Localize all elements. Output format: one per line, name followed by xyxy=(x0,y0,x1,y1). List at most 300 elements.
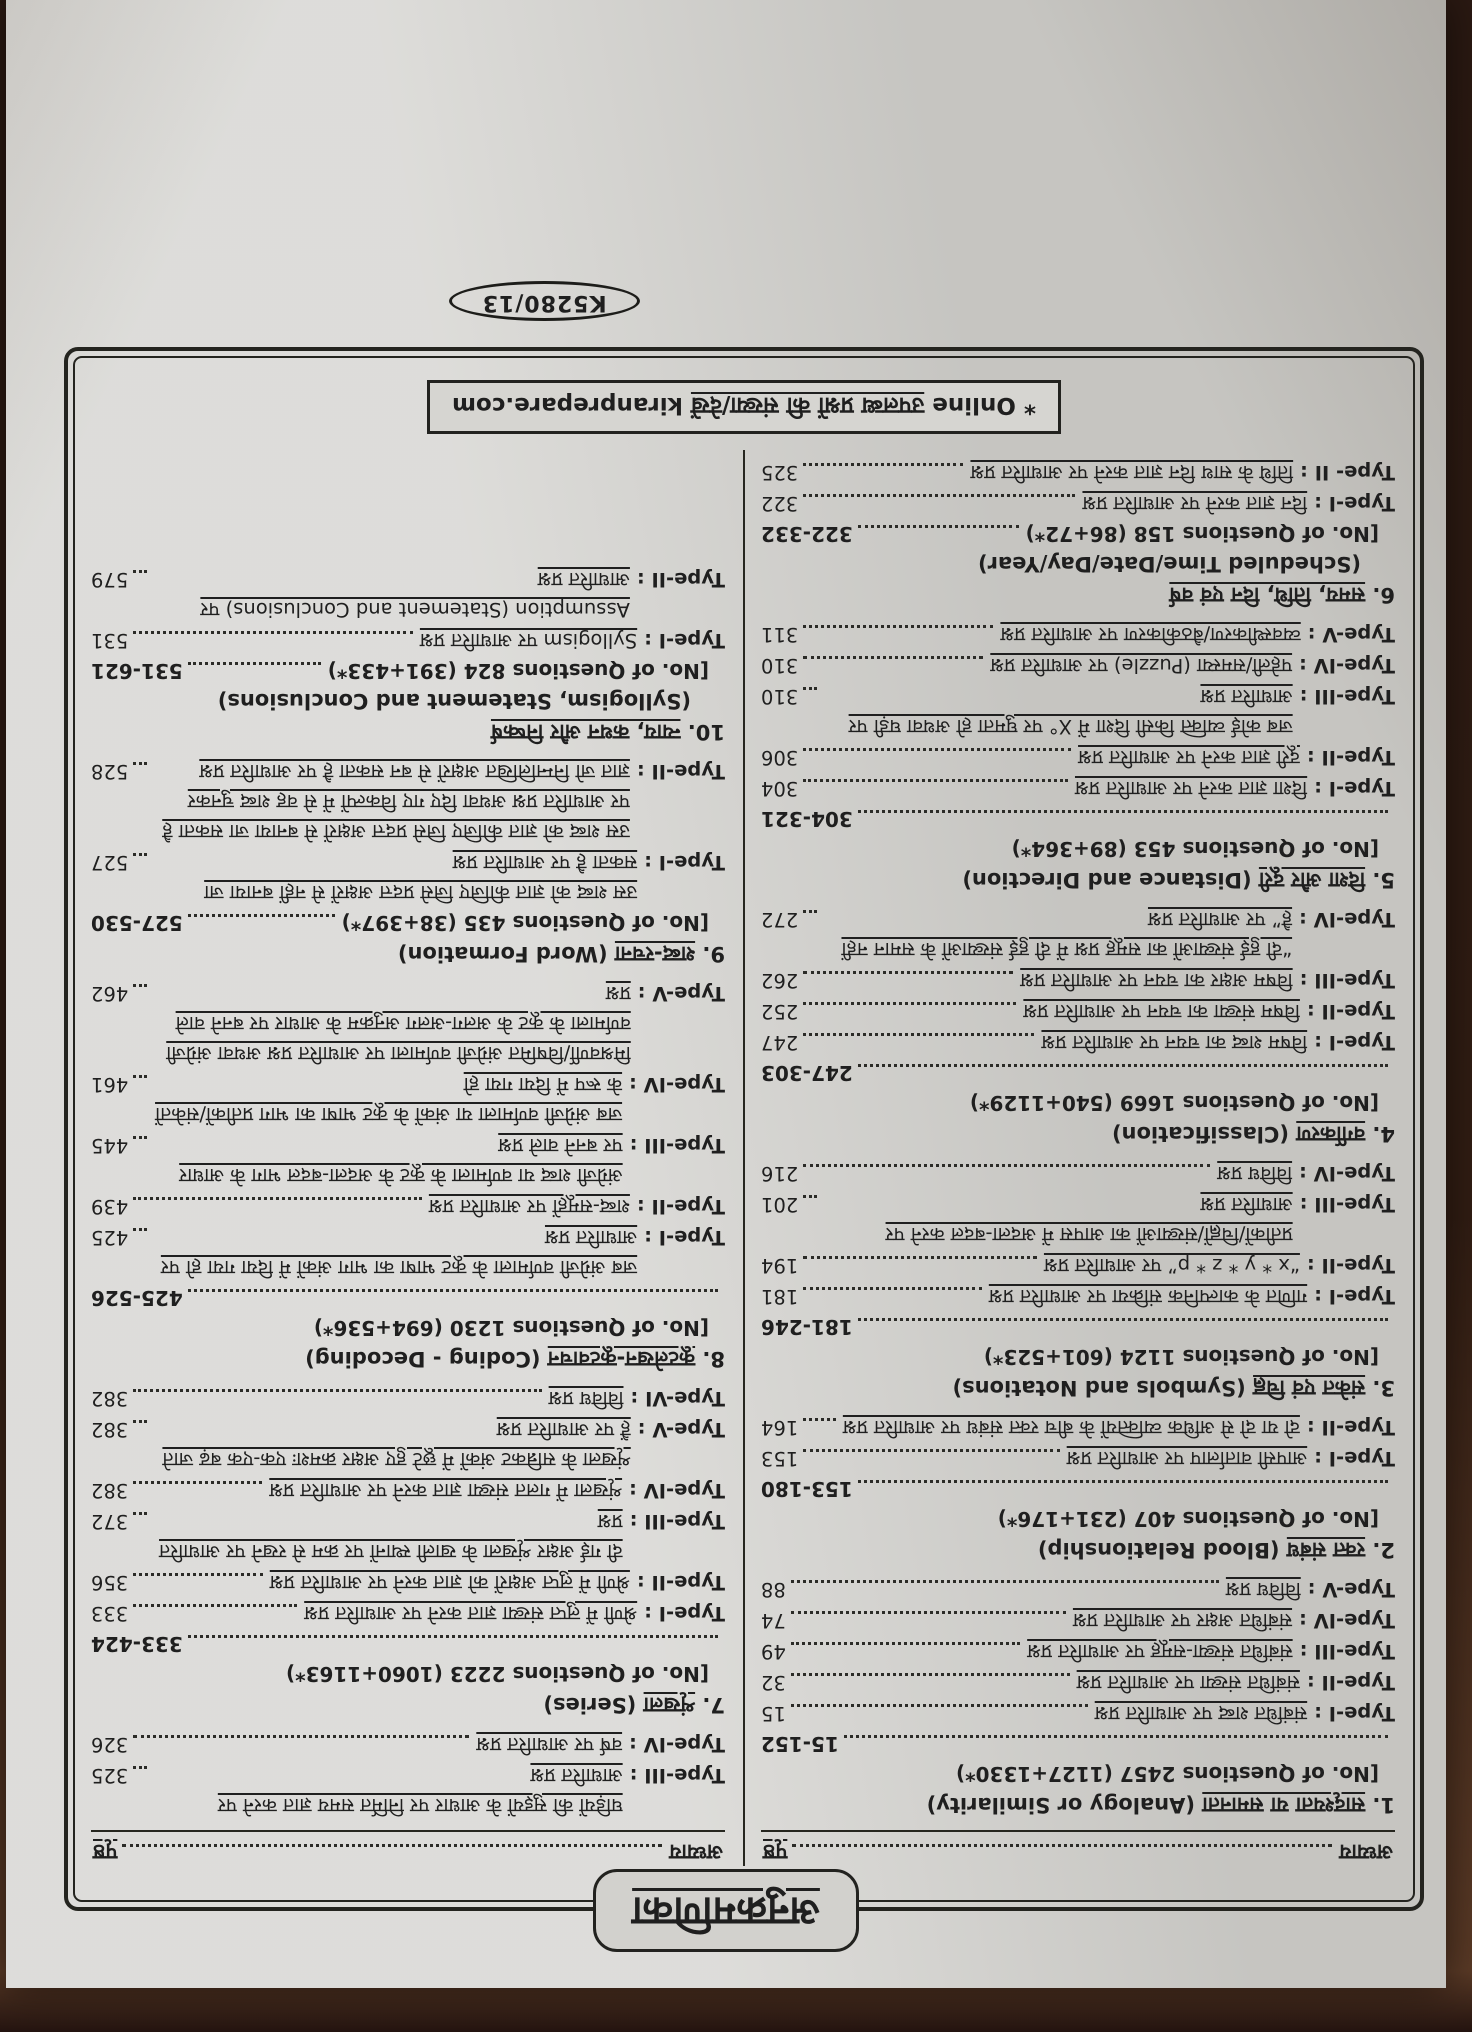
type-text: विषम अक्षर का चयन पर आधारित प्रश्न xyxy=(1020,969,1293,992)
page-number: 425 xyxy=(91,1226,129,1249)
chapter-title-hindi: रक्त संबंध xyxy=(1286,1538,1366,1562)
chapter-number: 1. xyxy=(1365,1793,1395,1817)
dotted-leader xyxy=(803,494,1075,497)
dotted-leader xyxy=(858,1318,1388,1321)
chapter-title-english: (Analogy or Similarity) xyxy=(926,1793,1203,1817)
chapter-page-range: 322-332 xyxy=(761,522,853,546)
chapter-block xyxy=(91,564,725,747)
type-label: Type-II : xyxy=(1306,1671,1395,1694)
page-number: 527 xyxy=(91,851,129,874)
type-text: Assumption (Statement and Conclusions) पर आधारित प्रश्न xyxy=(200,568,630,621)
dotted-leader xyxy=(844,1735,1388,1738)
chapter-range-row xyxy=(761,1474,1395,1504)
type-label: Type-III : xyxy=(1299,969,1395,992)
type-text: पहेली/समस्या (Puzzle) पर आधारित प्रश्न xyxy=(990,654,1293,677)
chapter-heading xyxy=(761,1789,1395,1820)
question-count-text: [No. of Questions 824 (391+433*) xyxy=(327,659,709,683)
online-note-site: kiranprepare.com xyxy=(452,392,683,418)
toc-type-row xyxy=(91,1069,725,1129)
toc-type-row xyxy=(761,1574,1395,1604)
type-text: जब अंग्रेजी वर्णमाला के कूट भाषा का भाग अंकों में दिया गया हो पर आधारित प्रश्न xyxy=(160,1226,638,1279)
dotted-leader xyxy=(791,1704,1088,1707)
page-number: 252 xyxy=(761,1000,799,1023)
chapter-title-english: (Scheduled Time/Date/Day/Year) xyxy=(978,552,1361,576)
type-label: Type-I : xyxy=(644,1226,725,1249)
page-number: 579 xyxy=(91,568,129,591)
type-text: शृंखला में गलत संख्या ज्ञात करने पर आधारित प्रश्न xyxy=(269,1479,623,1502)
type-label: Type-III : xyxy=(1299,685,1395,708)
toc-type-row xyxy=(761,996,1395,1026)
toc-type-row xyxy=(91,1567,725,1597)
type-label: Type-I : xyxy=(1314,1702,1395,1725)
page-number: 326 xyxy=(91,1733,129,1756)
type-label: Type-III : xyxy=(1299,1193,1395,1216)
print-code: K5280/13 xyxy=(449,281,640,321)
type-label: Type-I : xyxy=(1314,1031,1395,1054)
chapter-question-count xyxy=(761,1088,1395,1118)
type-label: Type-V : xyxy=(1307,1578,1395,1601)
dotted-leader xyxy=(133,1573,263,1576)
chapter-number: 9. xyxy=(695,942,725,966)
toc-type-row xyxy=(761,681,1395,741)
chapter-page-range: 531-621 xyxy=(91,659,183,683)
chapter-heading xyxy=(761,864,1395,895)
chapter-title-english: (Series) xyxy=(543,1693,644,1717)
chapter-block xyxy=(91,978,725,1374)
chapter-block xyxy=(761,1158,1395,1403)
dotted-leader xyxy=(133,1766,147,1769)
chapter-title-hindi: कूटलेखन-कूटवाचन xyxy=(547,1347,696,1371)
page-number: 325 xyxy=(761,461,799,484)
chapter-page-range: 247-303 xyxy=(761,1061,853,1085)
chapter-heading xyxy=(761,1534,1395,1565)
dotted-leader xyxy=(133,1389,541,1392)
chapter-block xyxy=(761,904,1395,1149)
type-label: Type-VI : xyxy=(630,1387,725,1410)
toc-type-row xyxy=(91,1130,725,1190)
page-number: 88 xyxy=(761,1578,786,1601)
chapter-question-count xyxy=(91,1659,725,1689)
chapter-block xyxy=(761,1412,1395,1565)
toc-type-row xyxy=(761,619,1395,649)
chapter-number: 10. xyxy=(680,720,725,744)
toc-type-row xyxy=(91,1222,725,1282)
toc-type-row xyxy=(91,1598,725,1628)
toc-type-row xyxy=(761,1281,1395,1311)
type-label: Type-II : xyxy=(1306,746,1395,769)
page-number: 439 xyxy=(91,1195,129,1218)
type-text: दूरी ज्ञात करने पर आधारित प्रश्न xyxy=(1078,746,1300,769)
toc-type-row xyxy=(761,742,1395,772)
dotted-leader xyxy=(858,810,1388,813)
chapter-question-count xyxy=(91,908,725,938)
type-label: Type-IV : xyxy=(1299,908,1395,931)
page-number: 322 xyxy=(761,492,799,515)
dotted-leader xyxy=(133,1735,469,1738)
toc-type-row xyxy=(91,625,725,655)
chapter-title-hindi: न्याय, कथन और निष्कर्ष xyxy=(490,720,681,744)
toc-type-row xyxy=(91,978,725,1068)
page-number: 262 xyxy=(761,969,799,992)
chapter-heading xyxy=(91,938,725,969)
dotted-leader xyxy=(803,779,1068,782)
page-number: 382 xyxy=(91,1479,129,1502)
toc-type-row xyxy=(761,1698,1395,1728)
type-label: Type-II : xyxy=(636,760,725,783)
toc-type-row xyxy=(91,1729,725,1759)
chapter-question-count xyxy=(761,834,1395,864)
toc-type-row xyxy=(91,756,725,846)
type-text: अंग्रेजी शब्द या वर्णमाला के कूट के अदला-बदल भाग के आधार पर बनने वाले प्रश्न xyxy=(179,1134,623,1187)
page-number: 247 xyxy=(761,1031,799,1054)
dotted-leader xyxy=(791,1673,1070,1676)
paper xyxy=(6,0,1446,1988)
toc-type-row xyxy=(761,488,1395,518)
type-text: विविध प्रश्न xyxy=(1217,1162,1293,1185)
type-text: उस शब्द को ज्ञात कीजिए जिसे प्रदत्त अक्षरों से नहीं बनाया जा सकता है पर आधारित प्रश्न xyxy=(204,851,638,904)
dotted-leader xyxy=(188,1635,718,1638)
dotted-leader xyxy=(133,631,413,634)
page-number: 304 xyxy=(761,777,799,800)
toc-type-row xyxy=(761,1636,1395,1666)
chapter-question-count xyxy=(91,656,725,686)
toc-type-row xyxy=(761,1412,1395,1442)
dotted-leader xyxy=(133,762,147,765)
type-text: घड़ियों की सुइयों के आधार पर निर्मित समय ज्ञात करने पर आधारित प्रश्न xyxy=(217,1764,623,1817)
online-note-prefix: * Online xyxy=(932,392,1036,418)
type-label: Type-IV : xyxy=(629,1733,725,1756)
chapter-page-range: 425-526 xyxy=(91,1286,183,1310)
type-text: संबंधित अक्षर पर आधारित प्रश्न xyxy=(1072,1609,1293,1632)
dotted-leader xyxy=(858,1064,1388,1067)
chapter-number: 8. xyxy=(695,1347,725,1371)
type-label: Type-II : xyxy=(636,568,725,591)
dotted-leader xyxy=(858,1480,1388,1483)
type-label: Type-II : xyxy=(636,1195,725,1218)
chapter-number: 5. xyxy=(1365,868,1395,892)
toc-type-row xyxy=(91,1191,725,1221)
chapter-range-row xyxy=(91,1283,725,1313)
type-label: Type-I : xyxy=(644,1602,725,1625)
dotted-leader xyxy=(803,1164,1210,1167)
toc-type-row xyxy=(761,965,1395,995)
online-note-hindi: उपलब्ध प्रश्नों की संख्या/देखें xyxy=(690,392,925,418)
page-number: 382 xyxy=(91,1387,129,1410)
type-label: Type-III : xyxy=(1299,1640,1395,1663)
chapter-question-count xyxy=(761,1504,1395,1534)
type-text: संबंधित शब्द पर आधारित प्रश्न xyxy=(1094,1702,1308,1725)
dotted-leader xyxy=(858,525,1019,528)
dotted-leader xyxy=(188,914,335,917)
rotated-page xyxy=(6,0,1446,1988)
chapter-title-english: (Word Formation) xyxy=(397,942,615,966)
type-label: Type-IV : xyxy=(629,1479,725,1502)
column-header-chapter: अध्याय xyxy=(1339,1840,1393,1864)
question-count-text: [No. of Questions 2457 (1127+1330*) xyxy=(955,1762,1379,1786)
column-right xyxy=(75,450,745,1866)
type-text: गणित के काल्पनिक संक्रिया पर आधारित प्रश्न xyxy=(988,1285,1308,1308)
type-label: Type-V : xyxy=(1307,623,1395,646)
question-count-text: [No. of Questions 158 (86+72*) xyxy=(1025,522,1379,546)
column-header xyxy=(91,1830,725,1866)
dotted-leader xyxy=(133,1512,147,1515)
type-text: संबंधित संख्या पर आधारित प्रश्न xyxy=(1076,1671,1300,1694)
type-text: व्यवस्थीकरण/बैठकीकरण पर आधारित प्रश्न xyxy=(1000,623,1301,646)
column-left xyxy=(745,450,1413,1866)
chapter-question-count xyxy=(761,1342,1395,1372)
page-number: 201 xyxy=(761,1193,799,1216)
page-number: 311 xyxy=(761,623,799,646)
type-text: प्रतीकों/चिह्नों/संख्याओं का आपस में अदला-बदल करने पर आधारित प्रश्न xyxy=(885,1193,1293,1246)
chapter-heading xyxy=(761,1118,1395,1149)
chapter-heading xyxy=(91,716,725,747)
type-label: Type-I : xyxy=(644,629,725,652)
toc-type-row xyxy=(761,1667,1395,1697)
type-text: वर्ष पर आधारित प्रश्न xyxy=(476,1733,623,1756)
chapter-block xyxy=(91,1383,725,1720)
page-number: 49 xyxy=(761,1640,786,1663)
chapter-title-hindi: शब्द-रचना xyxy=(614,942,696,966)
page-number: 325 xyxy=(91,1764,129,1787)
chapter-title-english: (Syllogism, Statement and Conclusions) xyxy=(217,689,691,713)
page-number: 372 xyxy=(91,1510,129,1533)
dotted-leader xyxy=(803,463,963,466)
dotted-leader xyxy=(803,1033,1034,1036)
column-header-chapter: अध्याय xyxy=(669,1840,723,1864)
chapter-title-english: (Symbols and Notations) xyxy=(952,1376,1254,1400)
page-number: 528 xyxy=(91,760,129,783)
page-number: 461 xyxy=(91,1073,129,1096)
dotted-leader xyxy=(133,853,147,856)
question-count-text: [No. of Questions 2223 (1060+1163*) xyxy=(285,1662,709,1686)
type-label: Type- II : xyxy=(1300,461,1395,484)
toc-type-row xyxy=(91,564,725,624)
type-label: Type-V : xyxy=(637,1418,725,1441)
chapter-block xyxy=(761,619,1395,895)
chapter-title-english: (Distance and Direction) xyxy=(962,868,1259,892)
chapter-number: 4. xyxy=(1365,1122,1395,1146)
dotted-leader xyxy=(803,1287,982,1290)
columns xyxy=(75,450,1413,1866)
dotted-leader xyxy=(803,748,1071,751)
type-label: Type-III : xyxy=(629,1764,725,1787)
type-label: Type-III : xyxy=(629,1510,725,1533)
type-text: “दी हुई संख्याओं का समूह प्रश्न में दी हुई संख्याओं के समान नहीं है” पर आधारित प्रश्न xyxy=(841,908,1293,961)
column-header-page: पृष्ठ xyxy=(763,1840,788,1864)
online-note xyxy=(427,380,1061,434)
type-text: श्रेणी में लुप्त संख्या ज्ञात करने पर आधारित प्रश्न xyxy=(304,1602,638,1625)
dotted-leader xyxy=(791,1611,1066,1614)
type-label: Type-IV : xyxy=(629,1073,725,1096)
toc-type-row xyxy=(761,457,1395,487)
dotted-leader xyxy=(133,1197,422,1200)
type-text: आपसी वार्तालाप पर आधारित प्रश्न xyxy=(1066,1447,1308,1470)
chapter-title-english: (Classification) xyxy=(1111,1122,1297,1146)
chapter-number: 2. xyxy=(1365,1538,1395,1562)
column-header xyxy=(761,1830,1395,1866)
question-count-text: [No. of Questions 453 (89+364*) xyxy=(1011,837,1379,861)
page-number: 32 xyxy=(761,1671,786,1694)
page-number: 531 xyxy=(91,629,129,652)
type-text: दिशा ज्ञात करने पर आधारित प्रश्न xyxy=(1074,777,1308,800)
page-title: अनुक्रमणिका xyxy=(593,1869,859,1952)
type-label: Type-II : xyxy=(1306,1254,1395,1277)
chapter-range-row xyxy=(761,1058,1395,1088)
chapter-title-hindi: शृंखला xyxy=(643,1693,696,1717)
type-text: मिश्रवर्णी/विषमित अंग्रेजी वर्णमाला पर आधारित प्रश्न अथवा अंग्रेजी वर्णमाला के कूट के अलग-अलग अनुक्रम के आधार पर बनने वाले प्रश्न xyxy=(166,982,631,1065)
chapter-title-hindi: सादृश्यता या समानता xyxy=(1202,1793,1366,1817)
chapter-page-range: 15-152 xyxy=(761,1732,839,1756)
toc-type-row xyxy=(91,1506,725,1566)
page-number: 15 xyxy=(761,1702,786,1725)
type-text: दिन ज्ञात करने पर आधारित प्रश्न xyxy=(1082,492,1308,515)
toc-type-row xyxy=(761,650,1395,680)
type-text: विविध प्रश्न xyxy=(548,1387,624,1410)
type-text: जब अंग्रेजी वर्णमाला या अंकों के कूट भाषा का भाग प्रतीकों/संकेतों के रूप में दिया गया हो xyxy=(155,1073,623,1126)
type-label: Type-II : xyxy=(636,1571,725,1594)
page-number: 356 xyxy=(91,1571,129,1594)
type-label: Type-II : xyxy=(1306,1416,1395,1439)
question-count-text: [No. of Questions 407 (231+176*) xyxy=(997,1507,1379,1531)
type-label: Type-IV : xyxy=(1299,1162,1395,1185)
toc-type-row xyxy=(761,1189,1395,1249)
contents-box-inner xyxy=(73,356,1415,1902)
chapter-range-row xyxy=(761,1312,1395,1342)
chapter-title-english: (Coding - Decoding) xyxy=(305,1347,548,1371)
page-number: 164 xyxy=(761,1416,799,1439)
question-count-text: [No. of Questions 1669 (540+1129*) xyxy=(969,1091,1379,1115)
toc-type-row xyxy=(761,1605,1395,1635)
dotted-leader xyxy=(133,570,147,573)
dotted-leader xyxy=(803,1449,1059,1452)
toc-type-row xyxy=(761,904,1395,964)
chapter-title-hindi: समय, तिथि, दिन एवं वर्ष xyxy=(1169,583,1366,607)
dotted-leader xyxy=(188,662,321,665)
type-text: संबंधित संख्या-समूह पर आधारित प्रश्न xyxy=(1027,1640,1293,1663)
type-text: तिथि के साथ दिन ज्ञात करने पर आधारित प्रश्न xyxy=(970,461,1294,484)
type-text: श्रेणी में लुप्त अक्षरों को ज्ञात करने पर आधारित प्रश्न xyxy=(269,1571,630,1594)
dotted-leader xyxy=(803,910,817,913)
type-label: Type-I : xyxy=(1314,1447,1395,1470)
toc-type-row xyxy=(91,1760,725,1820)
type-label: Type-III : xyxy=(629,1134,725,1157)
toc-type-row xyxy=(91,1475,725,1505)
chapter-number: 3. xyxy=(1365,1376,1395,1400)
toc-type-row xyxy=(91,1383,725,1413)
chapter-page-range: 304-321 xyxy=(761,807,853,831)
chapter-heading xyxy=(91,1689,725,1720)
dotted-leader xyxy=(803,971,1013,974)
type-label: Type-IV : xyxy=(1299,1609,1395,1632)
chapter-question-count xyxy=(761,1759,1395,1789)
type-text: शृंखला के सन्निकट अंकों में छूटे हुए अक्षर क्रमशः एक-एक बढ़ जाते हैं पर आधारित प्रश्न xyxy=(162,1418,631,1471)
chapter-question-count xyxy=(761,519,1395,549)
dotted-leader xyxy=(803,1256,1037,1259)
page-number: 306 xyxy=(761,746,799,769)
question-count-text: [No. of Questions 1124 (601+523*) xyxy=(983,1345,1379,1369)
chapter-title-hindi: संकेत एवं चिह्न xyxy=(1253,1376,1366,1400)
dotted-leader xyxy=(133,1075,147,1078)
toc-type-row xyxy=(761,1158,1395,1188)
toc-type-row xyxy=(91,847,725,907)
type-label: Type-I : xyxy=(644,851,725,874)
chapter-block xyxy=(761,457,1395,610)
chapter-number: 6. xyxy=(1365,583,1395,607)
chapter-title-hindi: वर्गीकरण xyxy=(1296,1122,1366,1146)
chapter-range-row xyxy=(91,1629,725,1659)
chapter-range-row xyxy=(761,804,1395,834)
toc-type-row xyxy=(761,1443,1395,1473)
page-number: 310 xyxy=(761,654,799,677)
dotted-leader xyxy=(133,1604,297,1607)
page-number: 153 xyxy=(761,1447,799,1470)
chapter-heading xyxy=(761,579,1395,610)
page-number: 181 xyxy=(761,1285,799,1308)
page-number: 310 xyxy=(761,685,799,708)
page-number: 445 xyxy=(91,1134,129,1157)
chapter-page-range: 181-246 xyxy=(761,1315,853,1339)
page-number: 272 xyxy=(761,908,799,931)
chapter-block xyxy=(761,1574,1395,1820)
chapter-heading xyxy=(761,1372,1395,1403)
page-number: 382 xyxy=(91,1418,129,1441)
dotted-leader xyxy=(133,1481,262,1484)
chapter-block xyxy=(91,756,725,969)
toc-type-row xyxy=(761,1250,1395,1280)
chapter-title-hindi: दिशा और दूरी xyxy=(1258,868,1366,892)
type-text: विषम संख्या का चयन पर आधारित प्रश्न xyxy=(1023,1000,1300,1023)
type-text: शब्द-समूहों पर आधारित प्रश्न xyxy=(428,1195,630,1218)
type-text: दो या दो से अधिक व्यक्तियों के बीच रक्त संबंध पर आधारित प्रश्न xyxy=(842,1416,1300,1439)
dotted-leader xyxy=(803,625,993,628)
type-text: उस शब्द को ज्ञात कीजिए जिसे प्रदत्त अक्षरों से बनाया जा सकता है पर आधारित प्रश्न अथवा दिए गए विकल्पों में से वह शब्द चुनकर ज्ञात जो निम्नलिखित अक्षरों से बन सकता है पर आधारित प्रश्न xyxy=(162,760,630,843)
toc-type-row xyxy=(761,773,1395,803)
chapter-page-range: 527-530 xyxy=(91,911,183,935)
dotted-leader xyxy=(791,1580,1219,1583)
question-count-text: [No. of Questions 1230 (694+536*) xyxy=(313,1316,709,1340)
type-text: विषम शब्द का चयन पर आधारित प्रश्न xyxy=(1041,1031,1308,1054)
dotted-leader xyxy=(803,1418,836,1421)
question-count-text: [No. of Questions 435 (38+397*) xyxy=(341,911,709,935)
page-number: 74 xyxy=(761,1609,786,1632)
type-text: विविध प्रश्न xyxy=(1225,1578,1301,1601)
chapter-page-range: 153-180 xyxy=(761,1477,853,1501)
dotted-leader xyxy=(803,656,983,659)
page-number: 333 xyxy=(91,1602,129,1625)
chapter-title-english: (Blood Relationship) xyxy=(1037,1538,1287,1562)
chapter-number: 7. xyxy=(695,1693,725,1717)
type-text: जब कोई व्यक्ति किसी दिशा में X° पर घुमता हो अथवा घड़ी पर आधारित प्रश्न xyxy=(848,685,1293,738)
chapter-question-count xyxy=(91,1313,725,1343)
dotted-leader xyxy=(803,1002,1016,1005)
chapter-page-range: 333-424 xyxy=(91,1632,183,1656)
chapter-heading xyxy=(91,1343,725,1374)
type-label: Type-I : xyxy=(1314,1285,1395,1308)
contents-box xyxy=(64,347,1424,1911)
dotted-leader xyxy=(122,1844,662,1847)
dotted-leader xyxy=(133,984,147,987)
type-label: Type-V : xyxy=(637,982,725,1005)
toc-type-row xyxy=(761,1027,1395,1057)
page-number: 462 xyxy=(91,982,129,1005)
type-text: “x * y * z * p” पर आधारित प्रश्न xyxy=(1043,1254,1300,1277)
toc-type-row xyxy=(91,1414,725,1474)
column-header-page: पृष्ठ xyxy=(93,1840,118,1864)
dotted-leader xyxy=(803,1195,817,1198)
type-label: Type-I : xyxy=(1314,777,1395,800)
type-label: Type-II : xyxy=(1306,1000,1395,1023)
type-text: Syllogism पर आधारित प्रश्न xyxy=(419,629,638,652)
